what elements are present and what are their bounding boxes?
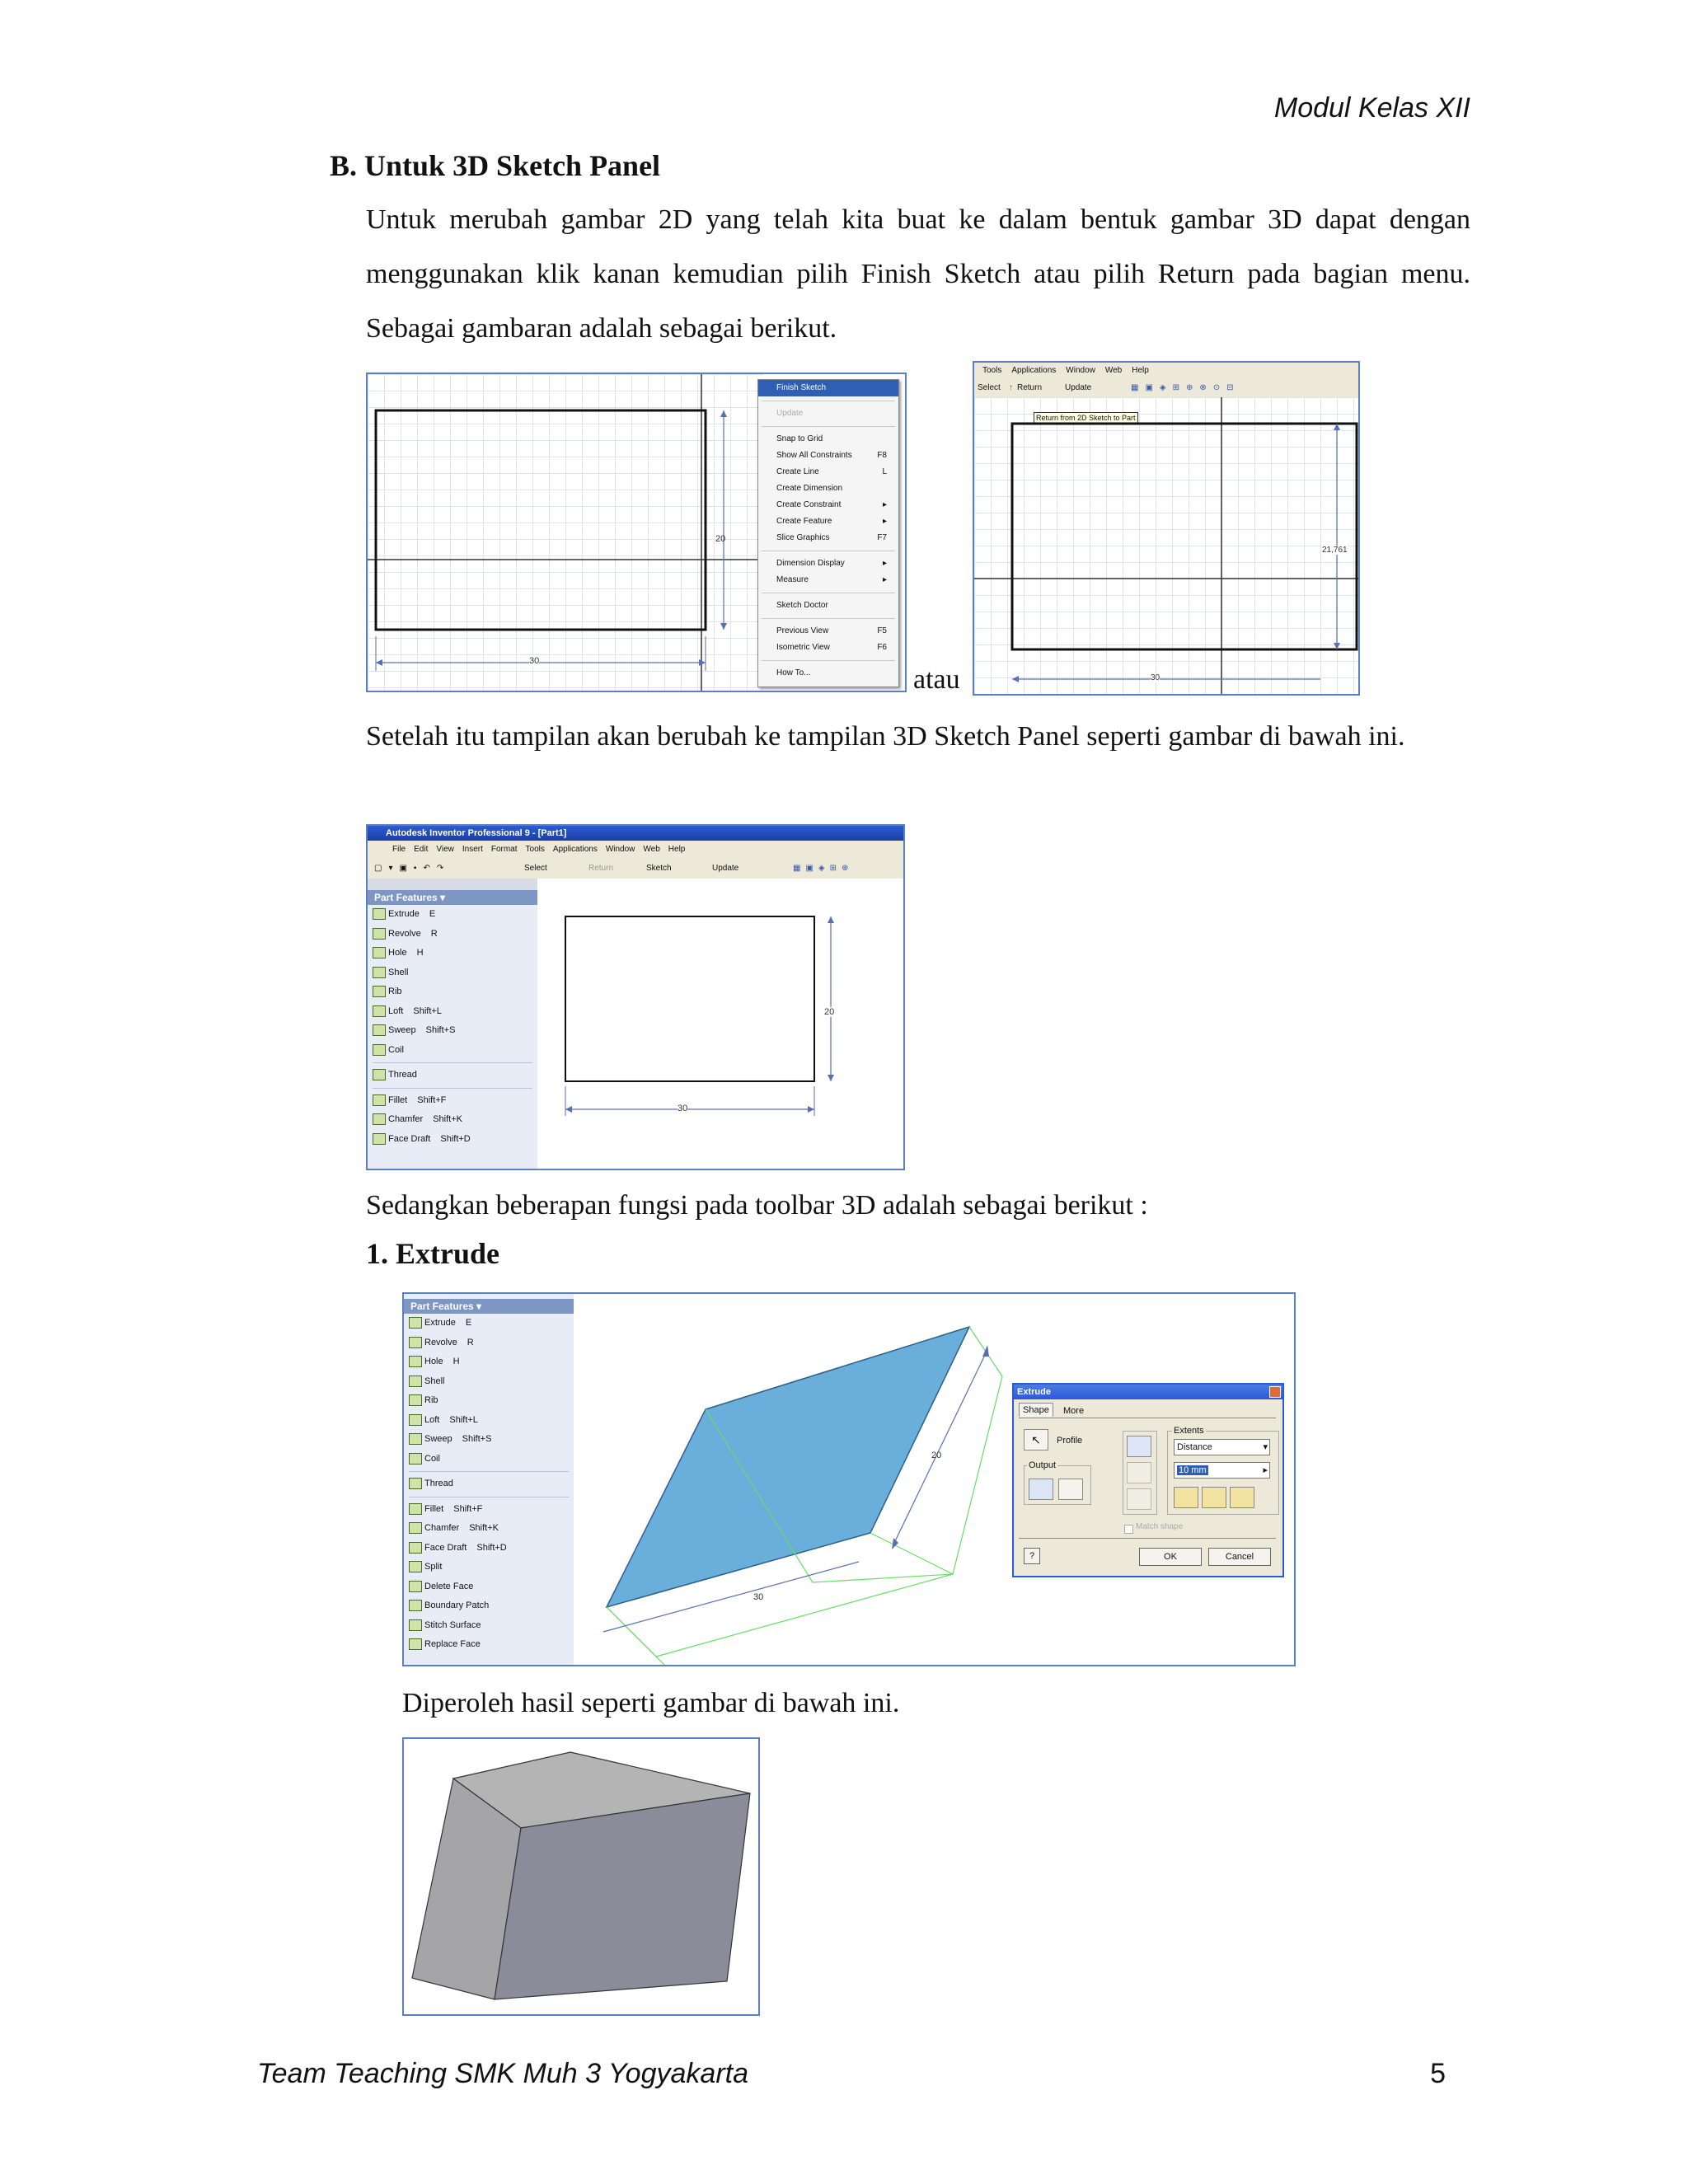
sketch-drawing bbox=[974, 363, 1358, 694]
feature-icon bbox=[409, 1376, 422, 1387]
menu-web[interactable]: Web bbox=[1104, 366, 1123, 375]
module-header: Modul Kelas XII bbox=[1273, 92, 1470, 124]
menu-item-label: Create Line bbox=[776, 467, 819, 476]
feature-icon bbox=[409, 1503, 422, 1515]
panel-title: Part Features ▾ bbox=[368, 890, 537, 905]
close-icon[interactable] bbox=[1269, 1386, 1281, 1398]
menu-item-shortcut: F5 bbox=[877, 626, 887, 635]
figure-sketch-context-menu bbox=[366, 373, 907, 692]
menu-separator bbox=[762, 660, 895, 661]
cancel-button[interactable]: Cancel bbox=[1208, 1548, 1271, 1566]
feature-label: Loft bbox=[388, 1005, 404, 1016]
menu-tools[interactable]: Tools bbox=[525, 845, 545, 854]
feature-shortcut: H bbox=[416, 948, 424, 958]
return-button[interactable]: Return bbox=[588, 864, 614, 873]
chevron-right-icon: ▸ bbox=[1263, 1465, 1268, 1475]
return-arrow-icon: ↑ bbox=[1009, 383, 1013, 392]
profile-cursor-icon[interactable]: ↖ bbox=[1024, 1429, 1048, 1451]
help-button[interactable]: ? bbox=[1024, 1548, 1040, 1564]
feature-shortcut: R bbox=[467, 1337, 474, 1347]
menu-file[interactable]: File bbox=[392, 845, 406, 854]
menu-item[interactable] bbox=[758, 555, 898, 572]
panel-separator bbox=[409, 1471, 569, 1472]
feature-stitch-surface[interactable] bbox=[404, 1616, 574, 1636]
feature-shortcut: Shift+F bbox=[453, 1503, 483, 1514]
figure-return-toolbar bbox=[973, 361, 1360, 696]
sketch-button[interactable]: Sketch bbox=[646, 864, 672, 873]
feature-icon bbox=[409, 1478, 422, 1489]
feature-label: Shell bbox=[388, 967, 409, 977]
chevron-down-icon: ▾ bbox=[1263, 1442, 1268, 1452]
menu-item[interactable] bbox=[758, 572, 898, 588]
menu-item[interactable] bbox=[758, 480, 898, 497]
context-menu bbox=[757, 379, 899, 687]
feature-icon bbox=[409, 1581, 422, 1592]
feature-delete-face[interactable] bbox=[404, 1577, 574, 1597]
feature-label: Chamfer bbox=[388, 1114, 424, 1124]
feature-shortcut: Shift+D bbox=[440, 1133, 471, 1144]
feature-icon bbox=[409, 1453, 422, 1465]
extrude-heading: 1. Extrude bbox=[366, 1237, 499, 1270]
feature-label: Boundary Patch bbox=[424, 1601, 490, 1610]
menu-item-label: Slice Graphics bbox=[776, 533, 830, 542]
menu-item-label: Previous View bbox=[776, 626, 829, 635]
menu-item-shortcut: F7 bbox=[877, 533, 887, 542]
feature-label: Hole bbox=[424, 1357, 443, 1366]
ok-button[interactable]: OK bbox=[1139, 1548, 1202, 1566]
section-title: B. Untuk 3D Sketch Panel bbox=[330, 149, 661, 182]
dimension-width-label: 30 bbox=[1151, 673, 1160, 682]
symmetric-button[interactable] bbox=[1230, 1487, 1254, 1508]
menu-item[interactable] bbox=[758, 640, 898, 656]
feature-shortcut: Shift+K bbox=[469, 1523, 499, 1533]
update-button[interactable]: Update bbox=[1065, 383, 1092, 392]
tab-more[interactable]: More bbox=[1063, 1406, 1085, 1416]
menu-format[interactable]: Format bbox=[490, 845, 518, 854]
feature-shortcut: R bbox=[430, 928, 438, 939]
select-button[interactable]: Select bbox=[524, 864, 547, 873]
menu-item[interactable] bbox=[758, 405, 898, 422]
menu-separator bbox=[762, 618, 895, 619]
feature-label: Fillet bbox=[424, 1503, 444, 1514]
view-tools-icons: ▦▣◈⊞⊕⊗⊙⊟ bbox=[1131, 383, 1240, 392]
feature-chamfer[interactable] bbox=[404, 1519, 574, 1539]
feature-thread[interactable] bbox=[404, 1474, 574, 1494]
feature-label: Replace Face bbox=[424, 1639, 481, 1649]
select-button[interactable]: Select bbox=[978, 383, 1001, 392]
feature-shortcut: Shift+L bbox=[449, 1414, 478, 1425]
feature-split[interactable] bbox=[404, 1558, 574, 1577]
extents-label: Extents bbox=[1174, 1426, 1204, 1436]
tab-shape[interactable]: Shape bbox=[1019, 1403, 1053, 1417]
sketch-drawing bbox=[368, 374, 763, 691]
figure-extruded-solid bbox=[402, 1737, 760, 2016]
feature-hole[interactable] bbox=[404, 1352, 574, 1372]
feature-label: Revolve bbox=[388, 928, 421, 939]
dimension-width-label: 30 bbox=[529, 656, 540, 666]
extruded-solid-drawing bbox=[404, 1739, 758, 2014]
menu-item-shortcut: ▸ bbox=[882, 500, 887, 509]
return-button[interactable]: Return bbox=[1017, 383, 1043, 392]
return-tooltip: Return from 2D Sketch to Part bbox=[1034, 412, 1138, 424]
feature-icon bbox=[409, 1394, 422, 1406]
menu-item-label: How To... bbox=[776, 668, 811, 677]
extrude-dialog bbox=[1012, 1383, 1284, 1577]
menu-help[interactable]: Help bbox=[668, 845, 686, 854]
feature-icon bbox=[409, 1356, 422, 1367]
menu-item-shortcut: F6 bbox=[877, 643, 887, 652]
output-label: Output bbox=[1029, 1460, 1057, 1470]
functions-paragraph: Sedangkan beberapan fungsi pada toolbar 3D adalah sebagai berikut : bbox=[366, 1190, 1148, 1221]
menu-item-shortcut: L bbox=[882, 467, 887, 476]
feature-shortcut: Shift+D bbox=[476, 1542, 507, 1553]
extents-select[interactable]: Distance ▾ bbox=[1174, 1439, 1270, 1455]
direction-1-button[interactable] bbox=[1174, 1487, 1198, 1508]
figure-inventor-window bbox=[366, 824, 905, 1170]
menu-item[interactable] bbox=[758, 530, 898, 546]
feature-icon bbox=[409, 1317, 422, 1329]
feature-revolve[interactable] bbox=[404, 1333, 574, 1353]
feature-label: Revolve bbox=[424, 1337, 457, 1347]
figure-extrude bbox=[402, 1292, 1296, 1666]
feature-label: Thread bbox=[424, 1479, 453, 1488]
feature-icon bbox=[409, 1414, 422, 1426]
menu-help[interactable]: Help bbox=[1132, 366, 1149, 375]
dimension-height-label: 20 bbox=[824, 1007, 835, 1017]
feature-rib[interactable] bbox=[404, 1391, 574, 1411]
surface-output-button[interactable] bbox=[1058, 1479, 1083, 1500]
dimension-height-label: 21,761 bbox=[1322, 546, 1348, 555]
feature-face-draft[interactable] bbox=[404, 1539, 574, 1558]
feature-label: Loft bbox=[424, 1414, 440, 1425]
menu-item-label: Create Dimension bbox=[776, 484, 843, 493]
distance-input[interactable]: 10 mm ▸ bbox=[1174, 1462, 1270, 1479]
feature-label: Rib bbox=[388, 987, 402, 996]
menu-item[interactable] bbox=[758, 464, 898, 480]
direction-2-button[interactable] bbox=[1202, 1487, 1226, 1508]
feature-label: Shell bbox=[424, 1376, 445, 1386]
feature-fillet[interactable] bbox=[404, 1500, 574, 1520]
result-paragraph: Diperoleh hasil seperti gambar di bawah ini. bbox=[402, 1688, 900, 1718]
menu-item-label: Create Constraint bbox=[776, 500, 842, 509]
feature-icon bbox=[409, 1542, 422, 1554]
dialog-title: Extrude bbox=[1014, 1385, 1282, 1399]
menu-item-label: Isometric View bbox=[776, 643, 830, 652]
cut-button[interactable] bbox=[1127, 1462, 1151, 1483]
feature-label: Stitch Surface bbox=[424, 1619, 481, 1630]
file-tools-icons: ▢▾▣▪↶↷ bbox=[374, 864, 451, 873]
feature-shortcut: Shift+F bbox=[417, 1094, 447, 1105]
dimension-height-label: 20 bbox=[931, 1451, 942, 1460]
or-word: atau bbox=[913, 664, 960, 695]
menu-item-shortcut: ▸ bbox=[882, 559, 887, 568]
view-tools-icons: ▦▣◈⊞⊕ bbox=[793, 864, 854, 873]
feature-icon bbox=[409, 1522, 422, 1534]
menu-web[interactable]: Web bbox=[643, 845, 660, 854]
feature-label: Extrude bbox=[388, 909, 420, 919]
feature-label: Coil bbox=[424, 1453, 440, 1464]
feature-label: Extrude bbox=[424, 1318, 456, 1328]
feature-shortcut: Shift+S bbox=[425, 1025, 456, 1035]
menu-applications[interactable]: Applications bbox=[1011, 366, 1057, 375]
menu-item[interactable] bbox=[758, 431, 898, 448]
feature-icon bbox=[409, 1337, 422, 1348]
feature-shortcut: Shift+L bbox=[413, 1005, 442, 1016]
feature-label: Fillet bbox=[388, 1094, 408, 1105]
feature-label: Sweep bbox=[424, 1434, 452, 1444]
feature-label: Split bbox=[424, 1562, 443, 1572]
dimension-width-label: 30 bbox=[753, 1592, 764, 1602]
menu-item-shortcut: ▸ bbox=[882, 517, 887, 526]
menu-item-label: Create Feature bbox=[776, 517, 832, 526]
feature-label: Thread bbox=[388, 1070, 417, 1080]
menu-item-label: Show All Constraints bbox=[776, 451, 852, 460]
feature-coil[interactable] bbox=[404, 1450, 574, 1469]
intro-paragraph: Untuk merubah gambar 2D yang telah kita buat ke dalam bentuk gambar 3D dapat dengan menggunakan klik kanan kemudian pilih Finish Sketch atau pilih Return pada bagian menu. Sebagai gambaran adalah sebagai berikut. bbox=[366, 204, 1470, 344]
menu-item[interactable] bbox=[758, 448, 898, 464]
menu-item-label: Sketch Doctor bbox=[776, 601, 828, 610]
menu-item-label: Snap to Grid bbox=[776, 434, 823, 443]
menu-item-label: Dimension Display bbox=[776, 559, 845, 568]
menu-item[interactable] bbox=[758, 598, 898, 614]
menu-view[interactable]: View bbox=[436, 845, 454, 854]
menu-applications[interactable]: Applications bbox=[552, 845, 598, 854]
match-shape-checkbox[interactable] bbox=[1124, 1525, 1133, 1534]
feature-replace-face[interactable] bbox=[404, 1635, 574, 1655]
feature-icon bbox=[409, 1638, 422, 1650]
menu-tools[interactable]: Tools bbox=[982, 366, 1002, 375]
feature-shortcut: Shift+S bbox=[462, 1434, 492, 1444]
feature-icon bbox=[409, 1561, 422, 1572]
feature-icon bbox=[409, 1600, 422, 1611]
menu-window[interactable]: Window bbox=[605, 845, 635, 854]
menu-window[interactable]: Window bbox=[1066, 366, 1095, 375]
menu-edit[interactable]: Edit bbox=[414, 845, 429, 854]
menu-item[interactable] bbox=[758, 380, 898, 396]
feature-icon bbox=[409, 1433, 422, 1445]
sketch-drawing bbox=[368, 826, 903, 1169]
panel-title: Part Features ▾ bbox=[404, 1299, 574, 1314]
feature-label: Coil bbox=[388, 1044, 404, 1055]
feature-extrude[interactable] bbox=[404, 1314, 574, 1333]
feature-label: Sweep bbox=[388, 1025, 416, 1035]
join-button[interactable] bbox=[1127, 1436, 1151, 1457]
update-button[interactable]: Update bbox=[712, 864, 739, 873]
menu-separator bbox=[762, 426, 895, 427]
profile-label: Profile bbox=[1057, 1436, 1083, 1446]
feature-shortcut: Shift+K bbox=[433, 1114, 462, 1124]
dimension-height-label: 20 bbox=[715, 534, 726, 544]
feature-boundary-patch[interactable] bbox=[404, 1596, 574, 1616]
part-features-panel bbox=[404, 1294, 574, 1665]
window-title: Autodesk Inventor Professional 9 - [Part1] bbox=[368, 826, 903, 841]
feature-label: Chamfer bbox=[424, 1523, 460, 1533]
intersect-button[interactable] bbox=[1127, 1488, 1151, 1510]
menu-item-shortcut: ▸ bbox=[882, 575, 887, 584]
dimension-width-label: 30 bbox=[678, 1104, 688, 1113]
menu-item[interactable] bbox=[758, 497, 898, 513]
menu-item-label: Finish Sketch bbox=[776, 383, 827, 392]
page-number: 5 bbox=[1430, 2058, 1446, 2089]
menu-item-label: Measure bbox=[776, 575, 809, 584]
solid-output-button[interactable] bbox=[1029, 1479, 1053, 1500]
menu-item[interactable] bbox=[758, 623, 898, 640]
after-paragraph: Setelah itu tampilan akan berubah ke tampilan 3D Sketch Panel seperti gambar di bawah ini. bbox=[366, 721, 1405, 752]
menu-item-shortcut: F8 bbox=[877, 451, 887, 460]
match-shape-label: Match shape bbox=[1136, 1522, 1184, 1531]
feature-label: Delete Face bbox=[424, 1581, 474, 1591]
feature-label: Face Draft bbox=[424, 1542, 467, 1553]
feature-label: Hole bbox=[388, 948, 407, 958]
menu-item-label: Update bbox=[776, 409, 804, 418]
feature-shortcut: E bbox=[465, 1318, 472, 1328]
feature-shortcut: E bbox=[429, 909, 436, 919]
feature-sweep[interactable] bbox=[404, 1430, 574, 1450]
menu-item[interactable] bbox=[758, 665, 898, 682]
feature-shell[interactable] bbox=[404, 1372, 574, 1392]
menu-insert[interactable]: Insert bbox=[462, 845, 483, 854]
menu-item[interactable] bbox=[758, 513, 898, 530]
feature-shortcut: H bbox=[452, 1357, 460, 1366]
footer-team: Team Teaching SMK Muh 3 Yogyakarta bbox=[257, 2058, 748, 2089]
feature-loft[interactable] bbox=[404, 1411, 574, 1431]
feature-label: Rib bbox=[424, 1395, 438, 1405]
feature-label: Face Draft bbox=[388, 1133, 431, 1144]
feature-icon bbox=[409, 1619, 422, 1631]
